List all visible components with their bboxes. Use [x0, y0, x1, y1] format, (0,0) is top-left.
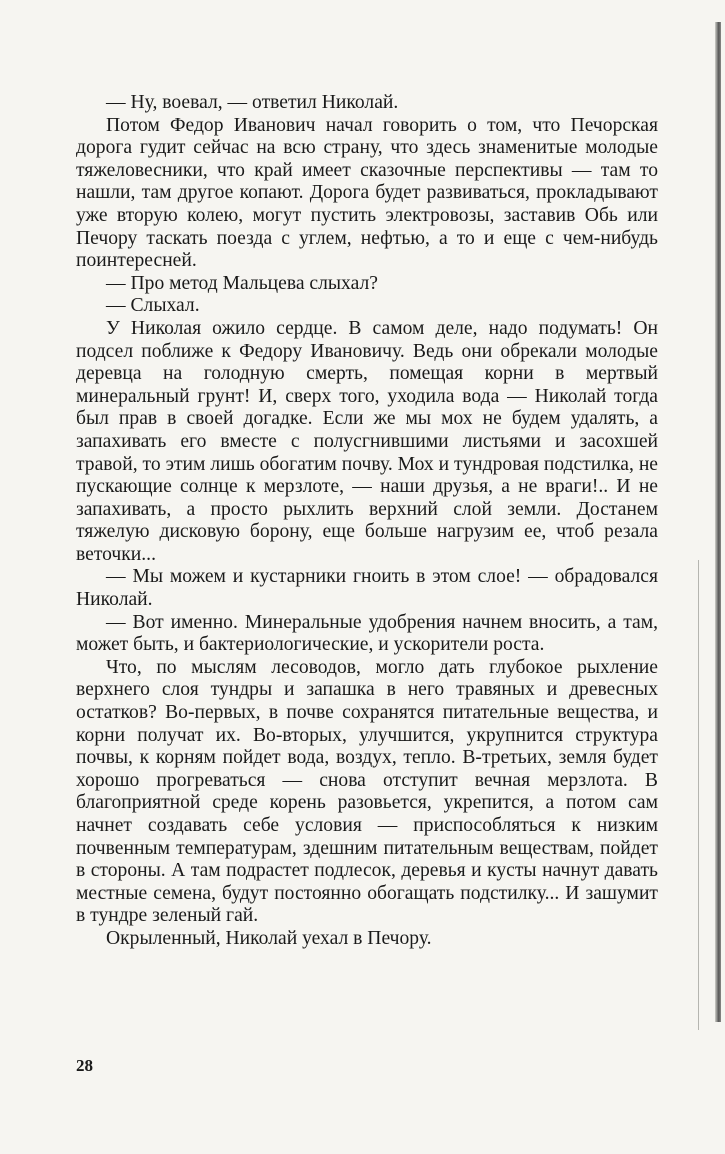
paragraph: У Николая ожило сердце. В самом деле, надо подумать! Он подсел поближе к Федору Ивановичу. Ведь они обрекали молодые деревца на голодную смерть, помещая корни в мертвый минеральный грунт! И, сверх того, уходила вода — Николай тогда был прав в своей догадке. Если же мы мох не будем удалять, а запахивать его вместе с полусгнившими листьями и засохшей травой, то этим лишь обогатим почву. Мох и тундровая подстилка, не пускающие солнце к мерзлоте, — наши друзья, а не враги!.. И не запахивать, а просто рыхлить верхний слой земли. Достанем тяжелую дисковую борону, еще больше нагрузим ее, чтоб резала веточки... [76, 317, 658, 565]
paragraph: Потом Федор Иванович начал говорить о том, что Печорская дорога гудит сейчас на всю страну, что здесь знаменитые молодые тяжеловесники, что край имеет сказочные перспективы — там то нашли, там другое копают. Дорога будет развиваться, прокладывают уже вторую колею, могут пустить электровозы, заставив Обь или Печору таскать поезда с углем, нефтью, а то и еще с чем-нибудь поинтересней. [76, 114, 658, 272]
paragraph: — Мы можем и кустарники гноить в этом слое! — обрадовался Николай. [76, 566, 658, 611]
paragraph: — Про метод Мальцева слыхал? [106, 272, 378, 294]
paragraph: Окрыленный, Николай уехал в Печору. [106, 927, 432, 949]
page-fold-line [698, 560, 699, 1030]
page-spine-edge [715, 22, 721, 1022]
page-number: 28 [76, 1056, 93, 1075]
paragraph: — Слыхал. [106, 295, 200, 317]
paragraph: Что, по мыслям лесоводов, могло дать глубокое рыхление верхнего слоя тундры и запашка в него травяных и древесных остатков? Во-первых, в почве сохранятся питательные вещества, и корни получат их. Во-вторых, улучшится, укрупнится структура почвы, к корням пойдет вода, воздух, тепло. В-третьих, земля будет хорошо прогреваться — снова отступит вечная мерзлота. В благоприятной среде корень разовьется, укрепится, а потом сам начнет создавать себе условия — приспособляться к низким почвенным температурам, здешним питательным веществам, пойдет в стороны. А там подрастет подлесок, деревья и кусты начнут давать местные семена, будут постоянно обогащать подстилку... И зашумит в тундре зеленый гай. [76, 656, 658, 927]
paragraph: — Ну, воевал, — ответил Николай. [106, 92, 399, 113]
paragraph: — Вот именно. Минеральные удобрения начнем вносить, а там, может быть, и бактериологические, и ускорители роста. [76, 611, 658, 656]
page-body [76, 92, 658, 951]
